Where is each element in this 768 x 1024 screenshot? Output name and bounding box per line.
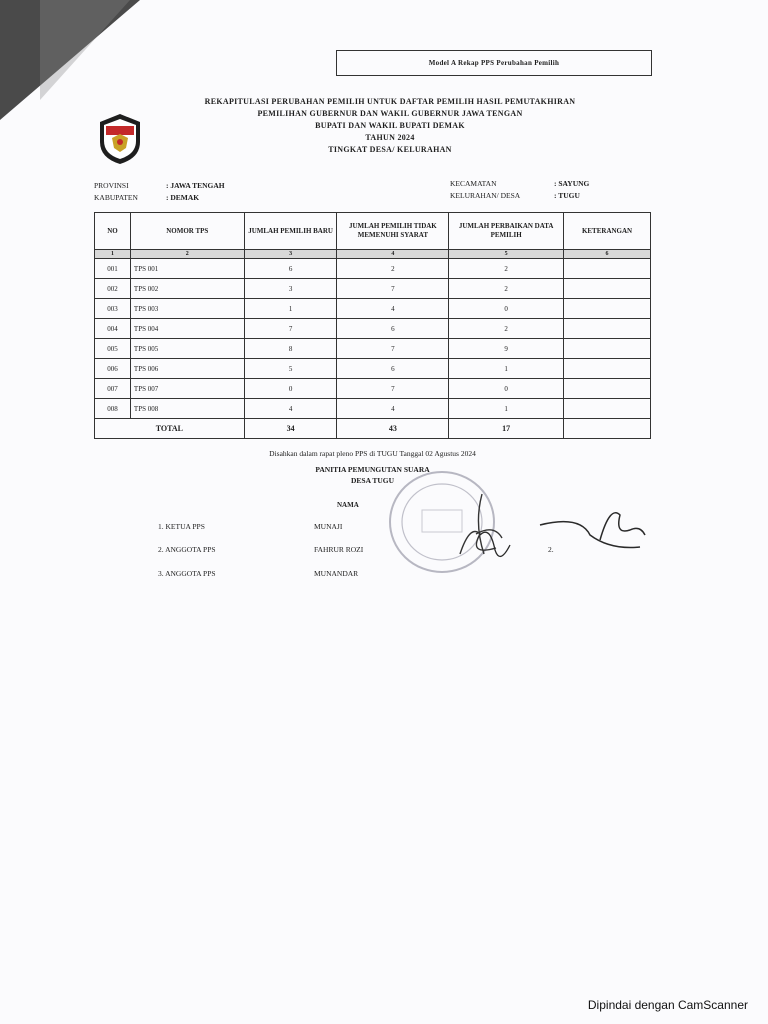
cell-tps: TPS 004 [130, 319, 244, 339]
cell-tidak-memenuhi-syarat: 2 [337, 259, 449, 279]
kabupaten-label: KABUPATEN [94, 193, 138, 202]
cell-pemilih-baru: 7 [244, 319, 337, 339]
cell-no: 006 [95, 359, 131, 379]
cell-tps: TPS 001 [130, 259, 244, 279]
cell-perbaikan-data: 0 [449, 299, 564, 319]
column-header: NO [95, 213, 131, 250]
cell-perbaikan-data: 9 [449, 339, 564, 359]
table-row [95, 379, 651, 399]
scanned-paper-shadow [40, 0, 130, 100]
committee-title-line-2: DESA TUGU [350, 476, 394, 485]
cell-tps: TPS 005 [130, 339, 244, 359]
cell-keterangan [564, 279, 651, 299]
table-row [95, 359, 651, 379]
desa-label: KELURAHAN/ DESA [450, 191, 521, 200]
cell-perbaikan-data: 2 [449, 319, 564, 339]
heading-line-2: PEMILIHAN GUBERNUR DAN WAKIL GUBERNUR JAWA TENGAN [257, 109, 523, 118]
signatory-name: FAHRUR ROZI [314, 545, 364, 554]
kpu-logo-icon [96, 112, 144, 166]
table-row [95, 259, 651, 279]
total-perbaikan-data: 17 [449, 419, 564, 439]
kecamatan-label: KECAMATAN [450, 179, 497, 188]
table-row [95, 319, 651, 339]
table-header-row [95, 213, 651, 250]
column-index: 5 [449, 250, 564, 259]
total-pemilih-baru: 34 [244, 419, 337, 439]
kabupaten-value: : DEMAK [166, 193, 200, 202]
cell-keterangan [564, 259, 651, 279]
cell-tidak-memenuhi-syarat: 7 [337, 279, 449, 299]
cell-perbaikan-data: 0 [449, 379, 564, 399]
signatory-role: 1. KETUA PPS [158, 522, 205, 531]
column-index: 6 [564, 250, 651, 259]
heading-line-4: TAHUN 2024 [365, 133, 415, 142]
column-header: NOMOR TPS [130, 213, 244, 250]
cell-pemilih-baru: 8 [244, 339, 337, 359]
cell-no: 003 [95, 299, 131, 319]
heading-line-5: TINGKAT DESA/ KELURAHAN [328, 145, 452, 154]
ratification-statement: Disahkan dalam rapat pleno PPS di TUGU Tanggal 02 Agustus 2024 [269, 449, 476, 458]
signatory-role: 2. ANGGOTA PPS [158, 545, 216, 554]
cell-keterangan [564, 339, 651, 359]
cell-tps: TPS 003 [130, 299, 244, 319]
region-meta-right [450, 178, 589, 202]
cell-pemilih-baru: 4 [244, 399, 337, 419]
cell-tps: TPS 006 [130, 359, 244, 379]
cell-pemilih-baru: 0 [244, 379, 337, 399]
cell-keterangan [564, 299, 651, 319]
table-row [95, 399, 651, 419]
signatory-name: MUNAJI [314, 522, 343, 531]
column-header: JUMLAH PEMILIH TIDAK MEMENUHI SYARAT [337, 213, 449, 250]
kecamatan-value: : SAYUNG [554, 179, 590, 188]
recap-table [94, 212, 651, 439]
column-index: 2 [130, 250, 244, 259]
cell-perbaikan-data: 1 [449, 359, 564, 379]
heading-line-3: BUPATI DAN WAKIL BUPATI DEMAK [315, 121, 465, 130]
cell-tidak-memenuhi-syarat: 6 [337, 359, 449, 379]
column-index: 4 [337, 250, 449, 259]
cell-tidak-memenuhi-syarat: 6 [337, 319, 449, 339]
cell-keterangan [564, 319, 651, 339]
cell-tidak-memenuhi-syarat: 4 [337, 299, 449, 319]
column-index: 3 [244, 250, 337, 259]
handwritten-signatures-icon [440, 495, 650, 575]
signatory-number: 2. [548, 545, 554, 554]
provinsi-label: PROVINSI [94, 181, 129, 190]
cell-tps: TPS 002 [130, 279, 244, 299]
cell-no: 001 [95, 259, 131, 279]
desa-value: : TUGU [554, 191, 580, 200]
signatory-name: MUNANDAR [314, 569, 359, 578]
model-label-box: Model A Rekap PPS Perubahan Pemilih [336, 50, 652, 76]
cell-perbaikan-data: 2 [449, 279, 564, 299]
heading-line-1: REKAPITULASI PERUBAHAN PEMILIH UNTUK DAFTAR PEMILIH HASIL PEMUTAKHIRAN [204, 97, 576, 106]
cell-no: 007 [95, 379, 131, 399]
cell-perbaikan-data: 2 [449, 259, 564, 279]
cell-keterangan [564, 379, 651, 399]
column-header: JUMLAH PERBAIKAN DATA PEMILIH [449, 213, 564, 250]
provinsi-value: : JAWA TENGAH [166, 181, 225, 190]
cell-no: 005 [95, 339, 131, 359]
signatory-role: 3. ANGGOTA PPS [158, 569, 216, 578]
table-row [95, 279, 651, 299]
cell-no: 002 [95, 279, 131, 299]
cell-perbaikan-data: 1 [449, 399, 564, 419]
document-heading [150, 96, 630, 156]
cell-tidak-memenuhi-syarat: 7 [337, 339, 449, 359]
total-label: TOTAL [95, 419, 245, 439]
total-tidak-memenuhi-syarat: 43 [337, 419, 449, 439]
cell-tps: TPS 007 [130, 379, 244, 399]
cell-tidak-memenuhi-syarat: 4 [337, 399, 449, 419]
column-index: 1 [95, 250, 131, 259]
cell-no: 004 [95, 319, 131, 339]
region-meta-left [94, 180, 225, 204]
total-keterangan [564, 419, 651, 439]
table-row [95, 299, 651, 319]
total-row [95, 419, 651, 439]
cell-pemilih-baru: 6 [244, 259, 337, 279]
column-header: JUMLAH PEMILIH BARU [244, 213, 337, 250]
cell-tps: TPS 008 [130, 399, 244, 419]
cell-no: 008 [95, 399, 131, 419]
cell-tidak-memenuhi-syarat: 7 [337, 379, 449, 399]
committee-title-line-1: PANITIA PEMUNGUTAN SUARA [315, 465, 430, 474]
cell-pemilih-baru: 1 [244, 299, 337, 319]
cell-pemilih-baru: 3 [244, 279, 337, 299]
name-column-header: NAMA [337, 501, 359, 509]
table-row [95, 339, 651, 359]
camscanner-watermark: Dipindai dengan CamScanner [587, 998, 748, 1012]
cell-pemilih-baru: 5 [244, 359, 337, 379]
column-index-row [95, 250, 651, 259]
cell-keterangan [564, 399, 651, 419]
cell-keterangan [564, 359, 651, 379]
column-header: KETERANGAN [564, 213, 651, 250]
